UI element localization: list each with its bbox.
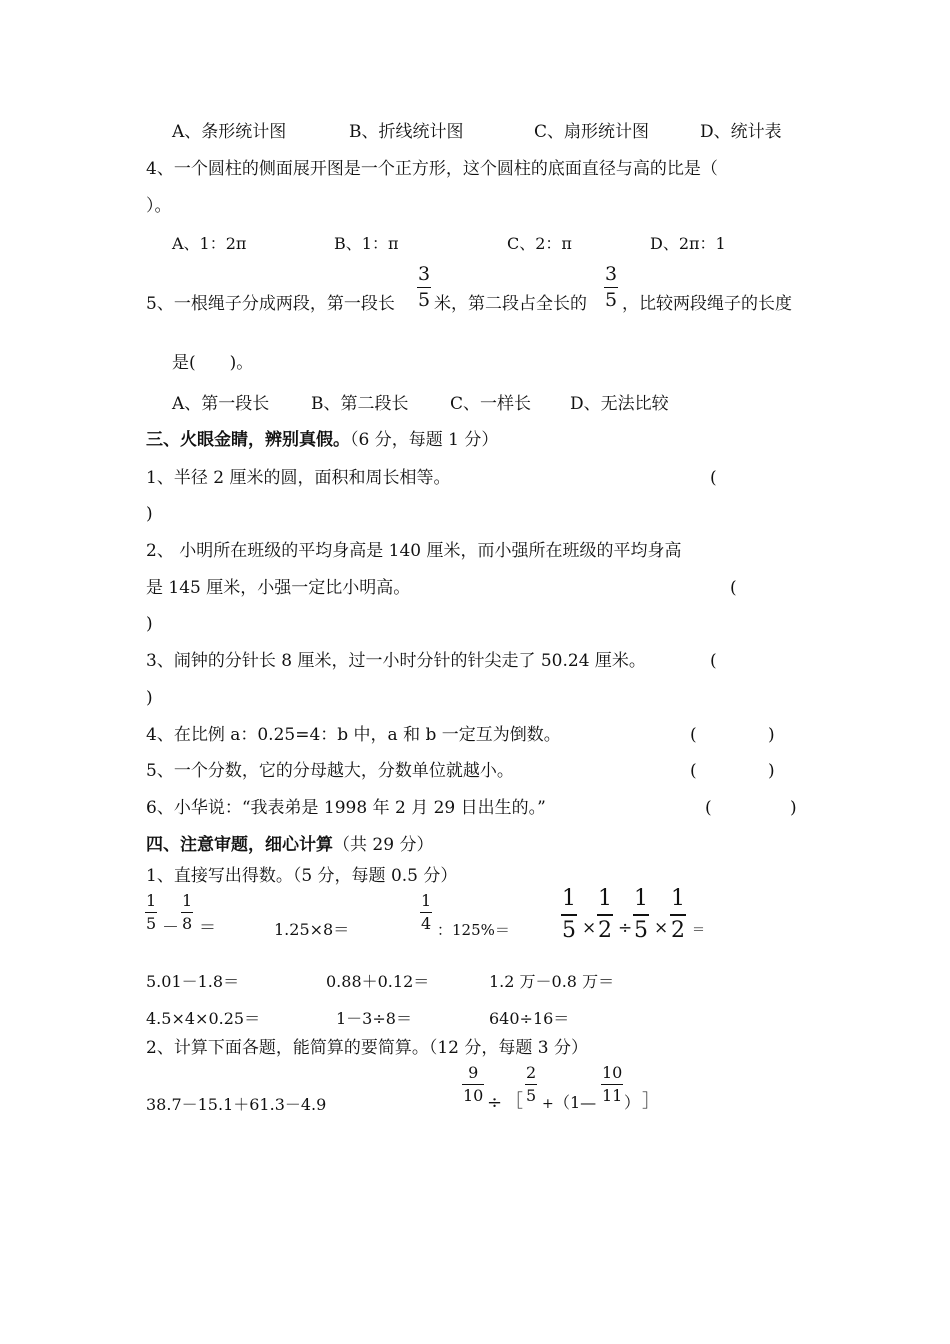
fraction-bar	[181, 912, 193, 913]
calc2-e1: 38.7－15.1＋61.3－4.9	[146, 1095, 327, 1114]
q5-option-d: D、无法比较	[570, 394, 669, 414]
q5-fraction-1-numerator: 3	[418, 263, 431, 285]
calc1-row3-item-2: 1－3÷8＝	[336, 1009, 412, 1028]
numerator: 2	[526, 1063, 537, 1082]
judge-6-close-paren: )	[790, 798, 797, 818]
judge-4-open-paren: (	[690, 725, 697, 745]
q5-option-c: C、一样长	[450, 394, 532, 414]
calc1-e4-equals: ＝	[692, 923, 706, 938]
q4-option-a: A、1：2π	[172, 234, 247, 253]
q4-option-b: B、1：π	[334, 234, 399, 253]
calc1-e1-equals: ＝	[199, 918, 216, 938]
calc1-e4-operator-3: ×	[654, 918, 669, 938]
calc-1-title: 1、直接写出得数。（5 分，每题 0.5 分）	[146, 866, 458, 886]
section-4-note: （共 29 分）	[333, 835, 434, 855]
fraction-bar	[525, 1084, 537, 1085]
judge-3-open-paren: (	[710, 651, 717, 671]
numerator: 1	[182, 891, 193, 910]
calc2-e2-left-bracket: ［	[505, 1091, 523, 1112]
q5-question-part2: 米，第二段占全长的	[434, 294, 587, 314]
denominator: 5	[562, 917, 576, 943]
q3-option-a: A、条形统计图	[172, 122, 287, 142]
q3-option-d: D、统计表	[700, 122, 782, 142]
judge-1-open-paren: (	[710, 468, 717, 488]
denominator: 11	[602, 1086, 623, 1105]
q4-option-c: C、2：π	[507, 234, 572, 253]
calc1-e1-fraction-2	[181, 893, 193, 932]
calc1-row2-item-1: 5.01－1.8＝	[146, 972, 240, 991]
judge-6-open-paren: (	[705, 798, 712, 818]
section-3-title: 三、火眼金睛，辨别真假。	[146, 430, 350, 450]
denominator: 4	[421, 914, 432, 933]
q4-question: 4、一个圆柱的侧面展开图是一个正方形，这个圆柱的底面直径与高的比是（	[146, 159, 718, 179]
fraction-bar	[462, 1084, 484, 1085]
denominator: 10	[463, 1086, 484, 1105]
q3-option-b: B、折线统计图	[349, 122, 464, 142]
numerator: 1	[421, 891, 432, 910]
q5-fraction-2-numerator: 3	[605, 263, 618, 285]
judge-2-close-paren: )	[146, 614, 153, 634]
calc1-e4-operator-2: ÷	[618, 918, 633, 938]
fraction-bar	[604, 287, 618, 288]
denominator: 2	[671, 917, 685, 943]
calc1-e4-fraction-2	[597, 888, 613, 942]
judge-3-text: 3、闹钟的分针长 8 厘米，过一小时分针的针尖走了 50.24 厘米。	[146, 651, 646, 671]
judge-5-open-paren: (	[690, 761, 697, 781]
q4-option-d: D、2π：1	[650, 234, 726, 253]
q5-fraction-1-denominator: 5	[418, 289, 431, 311]
calc2-e2-fraction-3	[601, 1065, 623, 1104]
fraction-bar	[417, 287, 431, 288]
q5-question-part1: 5、一根绳子分成两段，第一段长	[146, 294, 395, 314]
fraction-bar	[420, 912, 432, 913]
judge-4-text: 4、在比例 a：0.25=4：b 中，a 和 b 一定互为倒数。	[146, 725, 561, 745]
calc2-e2-fraction-1	[462, 1065, 484, 1104]
q3-option-c: C、扇形统计图	[534, 122, 650, 142]
calc2-e2-plus: +	[542, 1096, 554, 1112]
calc1-e4-operator-1: ×	[582, 918, 597, 938]
numerator: 1	[598, 886, 612, 911]
fraction-bar	[633, 914, 649, 916]
calc1-e4-fraction-3	[633, 888, 649, 942]
judge-6-text: 6、小华说：“我表弟是 1998 年 2 月 29 日出生的。”	[146, 798, 546, 818]
numerator: 1	[562, 886, 576, 911]
calc1-e4-fraction-4	[670, 888, 686, 942]
calc2-e2-right-paren: ）	[624, 1093, 641, 1112]
calc1-e1-operator: －	[162, 918, 179, 938]
calc1-e3-fraction	[420, 893, 432, 932]
calc-2-title: 2、计算下面各题，能简算的要简算。（12 分，每题 3 分）	[146, 1038, 588, 1058]
calc1-row3-item-1: 4.5×4×0.25＝	[146, 1009, 261, 1028]
q5-option-b: B、第二段长	[311, 394, 409, 414]
judge-4-close-paren: )	[768, 725, 775, 745]
q5-continuation: 是( )。	[172, 353, 254, 373]
denominator: 2	[598, 917, 612, 943]
q4-continuation: ）。	[146, 196, 172, 216]
judge-2-text: 2、 小明所在班级的平均身高是 140 厘米，而小强所在班级的平均身高	[146, 541, 682, 561]
denominator: 5	[146, 914, 157, 933]
section-4-title: 四、注意审题，细心计算	[146, 835, 333, 855]
calc1-e3-rest: ：125%＝	[437, 921, 510, 939]
fraction-bar	[601, 1084, 623, 1085]
calc2-e2-divide: ÷	[487, 1092, 503, 1113]
numerator: 10	[602, 1063, 623, 1082]
judge-3-close-paren: )	[146, 688, 153, 708]
calc1-e4-fraction-1	[561, 888, 577, 942]
calc1-row2-item-3: 1.2 万－0.8 万＝	[489, 972, 615, 991]
section-4-heading	[146, 837, 433, 854]
fraction-bar	[597, 914, 613, 916]
calc1-e1-fraction-1	[145, 893, 157, 932]
calc2-e2-left-paren: （1—	[554, 1093, 597, 1112]
denominator: 5	[634, 917, 648, 943]
judge-1-text: 1、半径 2 厘米的圆，面积和周长相等。	[146, 468, 451, 488]
calc2-e2-fraction-2	[525, 1065, 537, 1104]
judge-2-text-cont: 是 145 厘米，小强一定比小明高。	[146, 578, 411, 598]
fraction-bar	[561, 914, 577, 916]
numerator: 9	[468, 1063, 479, 1082]
section-3-note: （6 分，每题 1 分）	[350, 430, 499, 450]
denominator: 8	[182, 914, 193, 933]
q5-option-a: A、第一段长	[172, 394, 270, 414]
calc1-e2: 1.25×8＝	[274, 920, 350, 939]
calc1-row2-item-2: 0.88＋0.12＝	[326, 972, 430, 991]
denominator: 5	[526, 1086, 537, 1105]
section-3-heading	[146, 432, 498, 449]
q5-question-part3: ，比较两段绳子的长度	[622, 294, 792, 314]
judge-2-open-paren: (	[730, 578, 737, 598]
judge-1-close-paren: )	[146, 504, 153, 524]
fraction-bar	[145, 912, 157, 913]
q5-fraction-2-denominator: 5	[605, 289, 618, 311]
judge-5-text: 5、一个分数，它的分母越大，分数单位就越小。	[146, 761, 514, 781]
calc2-e2-right-bracket: ］	[642, 1091, 660, 1112]
q5-fraction-1	[417, 265, 431, 310]
calc1-row3-item-3: 640÷16＝	[489, 1009, 570, 1028]
q5-fraction-2	[604, 265, 618, 310]
numerator: 1	[634, 886, 648, 911]
numerator: 1	[671, 886, 685, 911]
fraction-bar	[670, 914, 686, 916]
numerator: 1	[146, 891, 157, 910]
judge-5-close-paren: )	[768, 761, 775, 781]
